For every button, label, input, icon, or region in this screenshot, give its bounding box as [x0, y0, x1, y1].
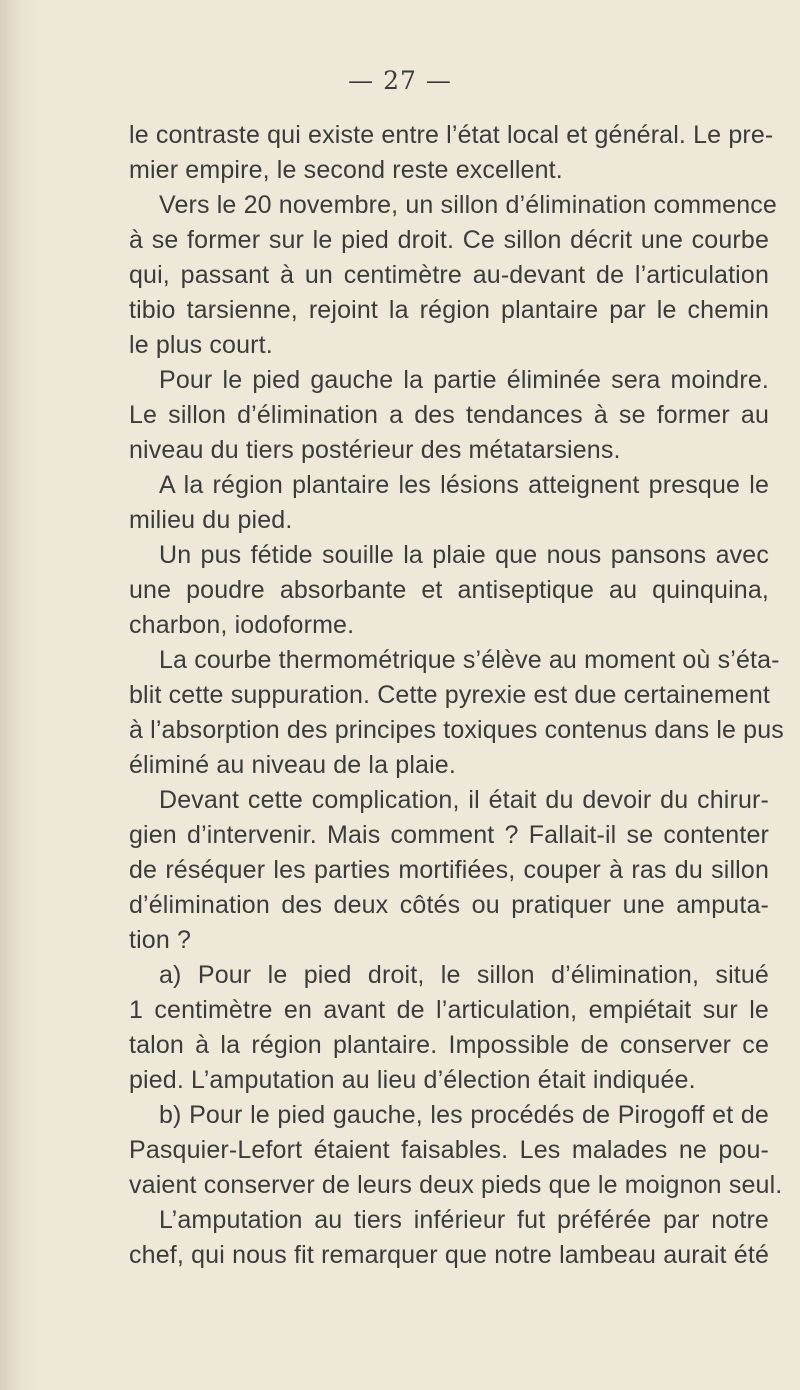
text-line: La courbe thermométrique s’élève au moment où s’éta-	[159, 646, 780, 674]
text-line: tibio tarsienne, rejoint la région plantaire par le chemin	[129, 296, 769, 324]
text-line: A la région plantaire les lésions atteignent presque le	[159, 471, 769, 499]
text-line: b) Pour le pied gauche, les procédés de Pirogoff et de	[159, 1101, 769, 1129]
text-line: a) Pour le pied droit, le sillon d’élimination, situé	[159, 961, 769, 989]
text-line: mier empire, le second reste excellent.	[129, 156, 563, 184]
text-line: d’élimination des deux côtés ou pratiquer une amputa-	[129, 891, 769, 919]
body-text	[129, 118, 784, 1273]
text-line: de réséquer les parties mortifiées, couper à ras du sillon	[129, 856, 769, 884]
text-line: tion ?	[129, 926, 192, 954]
text-line: éliminé au niveau de la plaie.	[129, 751, 456, 779]
text-line: milieu du pied.	[129, 506, 293, 534]
text-line: Pour le pied gauche la partie éliminée sera moindre.	[159, 366, 769, 394]
text-line: Pasquier-Lefort étaient faisables. Les malades ne pou-	[129, 1136, 769, 1164]
text-line: chef, qui nous fit remarquer que notre lambeau aurait été	[129, 1241, 769, 1269]
text-line: Un pus fétide souille la plaie que nous pansons avec	[159, 541, 769, 569]
text-line: talon à la région plantaire. Impossible de conserver ce	[129, 1031, 769, 1059]
text-line: le plus court.	[129, 331, 273, 359]
text-line: le contraste qui existe entre l’état local et général. Le pre-	[129, 121, 774, 149]
text-line: L’amputation au tiers inférieur fut préférée par notre	[159, 1206, 769, 1234]
text-line: gien d’intervenir. Mais comment ? Fallait-il se contenter	[129, 821, 769, 849]
text-line: charbon, iodoforme.	[129, 611, 355, 639]
text-line: Devant cette complication, il était du devoir du chirur-	[159, 786, 769, 814]
text-line: Vers le 20 novembre, un sillon d’élimination commence	[159, 191, 777, 219]
text-line: 1 centimètre en avant de l’articulation, empiétait sur le	[129, 996, 769, 1024]
text-line: pied. L’amputation au lieu d’élection était indiquée.	[129, 1066, 696, 1094]
text-line: une poudre absorbante et antiseptique au quinquina,	[129, 576, 769, 604]
text-line: niveau du tiers postérieur des métatarsiens.	[129, 436, 621, 464]
page-number: — 27 —	[348, 66, 452, 95]
text-line: à l’absorption des principes toxiques contenus dans le pus	[129, 716, 784, 744]
text-line: Le sillon d’élimination a des tendances à se former au	[129, 401, 769, 429]
text-line: qui, passant à un centimètre au-devant de l’articulation	[129, 261, 769, 289]
text-line: vaient conserver de leurs deux pieds que le moignon seul.	[129, 1171, 783, 1199]
text-line: à se former sur le pied droit. Ce sillon décrit une courbe	[129, 226, 769, 254]
text-line: blit cette suppuration. Cette pyrexie est due certainement	[129, 681, 770, 709]
